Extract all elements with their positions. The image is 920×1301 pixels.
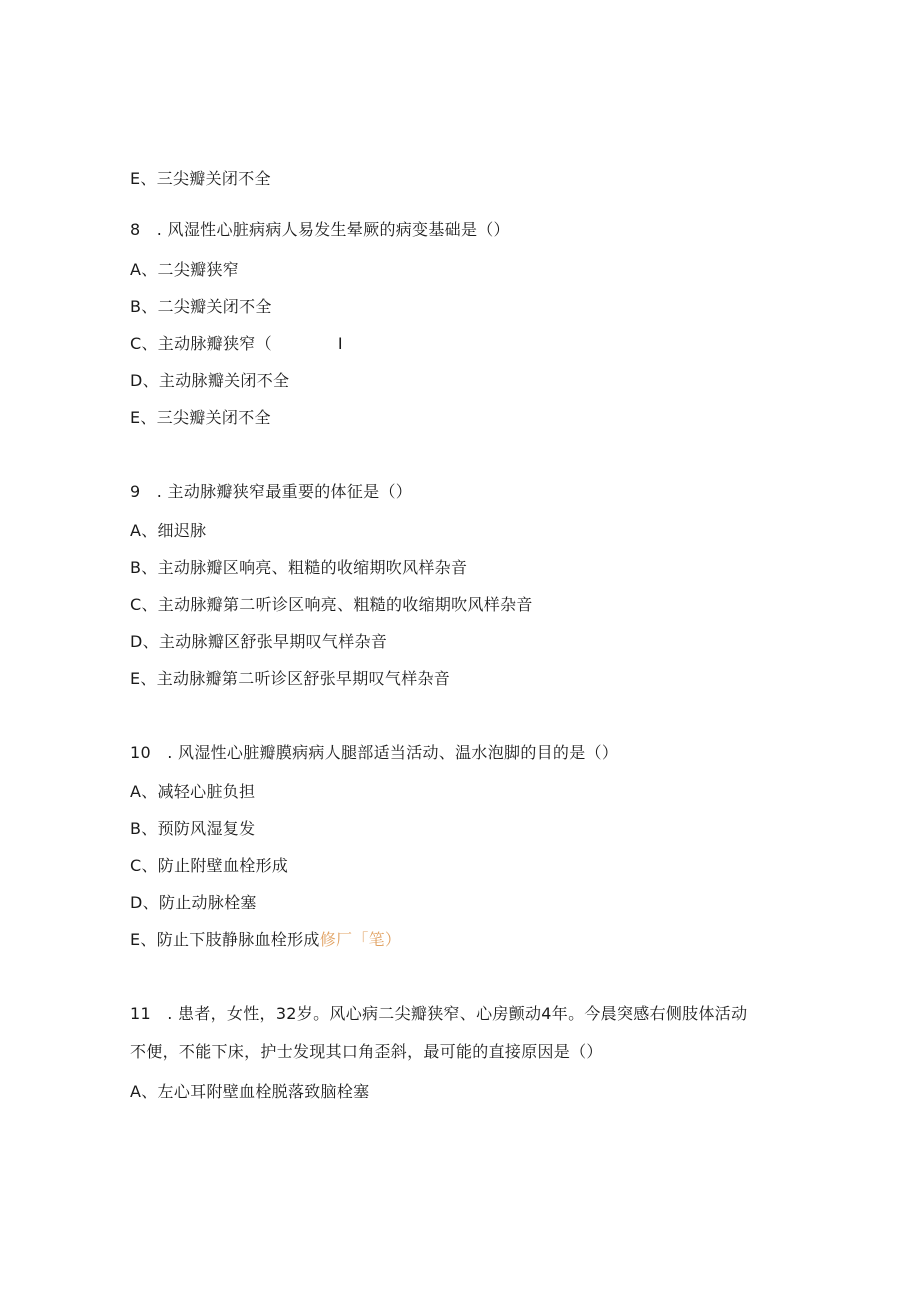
option-b-q8: B、二尖瓣关闭不全 — [130, 297, 272, 316]
option-d-q10: D、防止动脉栓塞 — [130, 893, 257, 912]
option-e-q7: E、三尖瓣关闭不全 — [130, 169, 271, 188]
option-e-q10 — [130, 929, 401, 951]
option-c-q10: C、防止附壁血栓形成 — [130, 856, 289, 875]
option-e-q9: E、主动脉瓣第二听诊区舒张早期叹气样杂音 — [130, 669, 451, 688]
question-9: 9 . 主动脉瓣狭窄最重要的体征是（） — [130, 482, 413, 501]
option-c-q8 — [130, 333, 343, 355]
option-d-q8: D、主动脉瓣关闭不全 — [130, 371, 290, 390]
option-b-q9: B、主动脉瓣区响亮、粗糙的收缩期吹风样杂音 — [130, 558, 468, 577]
option-a-q10: A、减轻心脏负担 — [130, 782, 256, 801]
handwritten-annotation: 修厂「笔） — [319, 930, 402, 949]
question-11: 11 . 患者，女性，32岁。风心病二尖瓣狭窄、心房颤动4年。今晨突感右侧肢体活动 — [130, 1004, 748, 1023]
option-d-q9: D、主动脉瓣区舒张早期叹气样杂音 — [130, 632, 388, 651]
option-c-q8-tail: I — [337, 334, 343, 353]
option-e-q10-text: E、防止下肢静脉血栓形成 — [130, 930, 320, 949]
option-b-q10: B、预防风湿复发 — [130, 819, 256, 838]
option-c-q9: C、主动脉瓣第二听诊区响亮、粗糙的收缩期吹风样杂音 — [130, 595, 533, 614]
option-a-q8: A、二尖瓣狭窄 — [130, 260, 240, 279]
option-a-q11: A、左心耳附壁血栓脱落致脑栓塞 — [130, 1082, 370, 1101]
option-c-q8-text: C、主动脉瓣狭窄（ — [130, 334, 272, 353]
question-8: 8 . 风湿性心脏病病人易发生晕厥的病变基础是（） — [130, 220, 510, 239]
question-10: 10 . 风湿性心脏瓣膜病病人腿部适当活动、温水泡脚的目的是（） — [130, 743, 619, 762]
question-11-continued: 不便，不能下床，护士发现其口角歪斜，最可能的直接原因是（） — [130, 1042, 603, 1061]
option-e-q8: E、三尖瓣关闭不全 — [130, 408, 271, 427]
option-a-q9: A、细迟脉 — [130, 521, 207, 540]
